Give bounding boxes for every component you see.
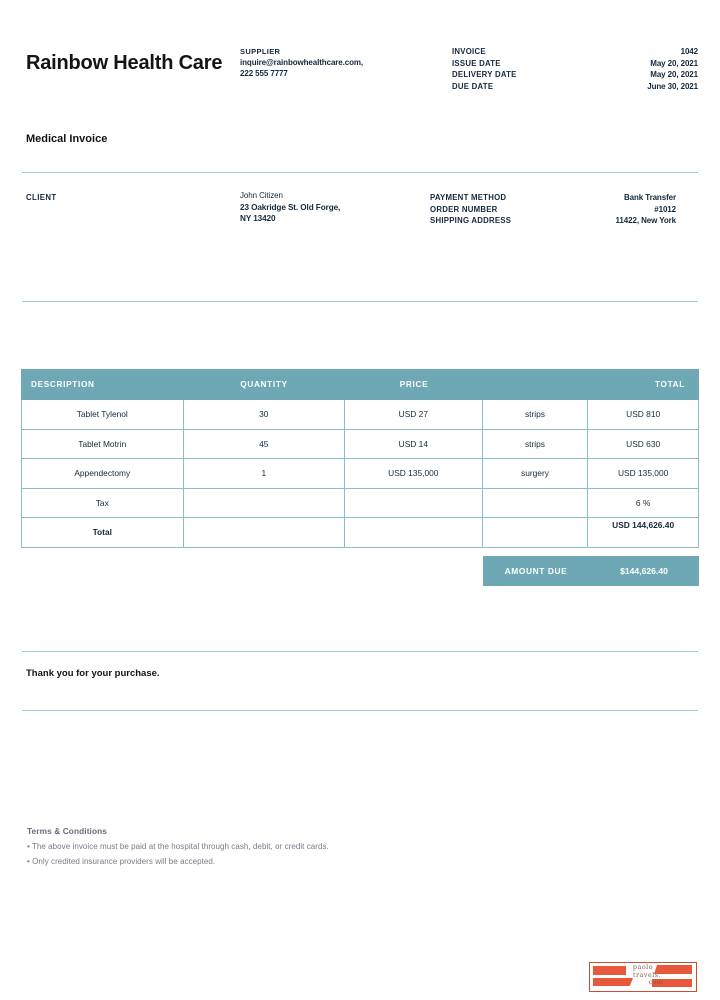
cell-description: Appendectomy xyxy=(22,459,184,488)
invoice-header xyxy=(22,44,698,114)
cell-price xyxy=(345,518,483,547)
watermark-text xyxy=(590,964,696,987)
divider-top xyxy=(22,172,698,173)
watermark-line-1: paolo xyxy=(632,963,654,971)
payment-meta-row xyxy=(430,192,676,204)
cell-price: USD 27 xyxy=(345,400,483,429)
shipping-address-value: 11422, New York xyxy=(615,216,676,225)
cell-unit: surgery xyxy=(483,459,589,488)
shipping-address-label: SHIPPING ADDRESS xyxy=(430,216,512,225)
due-date-value: June 30, 2021 xyxy=(647,81,698,91)
company-name: Rainbow Health Care xyxy=(26,52,223,74)
column-header-quantity: QUANTITY xyxy=(240,380,288,389)
terms-and-conditions xyxy=(27,824,547,869)
line-items-table xyxy=(21,369,699,548)
invoice-number-label: INVOICE xyxy=(452,47,486,56)
cell-tax-rate: 6 % xyxy=(635,497,651,508)
cell-unit xyxy=(483,518,589,547)
amount-due-value: $144,626.40 xyxy=(620,566,668,576)
client-address-line1: 23 Oakridge St. Old Forge, xyxy=(240,202,341,212)
invoice-meta-block xyxy=(452,46,698,92)
table-row-total xyxy=(21,518,699,548)
supplier-block xyxy=(240,46,455,79)
client-name: John Citizen xyxy=(240,191,283,200)
thank-you-message: Thank you for your purchase. xyxy=(26,668,160,679)
invoice-meta-row xyxy=(452,69,698,81)
table-row-tax xyxy=(21,489,699,519)
delivery-date-value: May 20, 2021 xyxy=(650,70,698,79)
cell-quantity xyxy=(184,489,346,518)
order-number-label: ORDER NUMBER xyxy=(430,204,498,214)
invoice-meta-row xyxy=(452,46,698,58)
issue-date-label: ISSUE DATE xyxy=(452,58,501,68)
watermark-line-3: com xyxy=(648,978,664,987)
divider-client-bottom xyxy=(22,301,698,302)
cell-quantity xyxy=(184,518,346,547)
column-header-price: PRICE xyxy=(399,380,429,389)
terms-line-1: • The above invoice must be paid at the hospital through cash, debit, or credit cards. xyxy=(27,842,329,851)
payment-block xyxy=(430,192,676,227)
table-row xyxy=(21,400,699,430)
client-block xyxy=(240,190,440,225)
terms-title: Terms & Conditions xyxy=(27,826,108,836)
payment-meta-row xyxy=(430,215,676,227)
cell-price: USD 14 xyxy=(345,430,483,459)
supplier-label: SUPPLIER xyxy=(240,47,281,56)
cell-description: Tablet Tylenol xyxy=(22,400,184,429)
payment-method-value: Bank Transfer xyxy=(623,193,676,202)
cell-unit xyxy=(483,489,589,518)
order-number-value: #1012 xyxy=(654,204,676,214)
cell-description: Tablet Motrin xyxy=(22,430,184,459)
column-header-total: TOTAL xyxy=(654,380,685,389)
supplier-email: inquire@rainbowhealthcare.com, xyxy=(240,58,364,67)
invoice-meta-row xyxy=(452,58,698,70)
cell-price: USD 135,000 xyxy=(345,459,483,488)
client-address-line2: NY 13420 xyxy=(240,214,276,223)
payment-method-label: PAYMENT METHOD xyxy=(430,193,507,202)
issue-date-value: May 20, 2021 xyxy=(650,58,698,68)
due-date-label: DUE DATE xyxy=(452,81,494,91)
cell-total: USD 810 xyxy=(626,409,661,420)
cell-total: USD 135,000 xyxy=(618,468,669,479)
column-header-description: DESCRIPTION xyxy=(31,380,95,389)
cell-price xyxy=(345,489,483,518)
cell-description: Total xyxy=(22,518,184,547)
cell-grand-total: USD 144,626.40 xyxy=(612,520,675,530)
client-label: CLIENT xyxy=(26,193,57,202)
cell-unit: strips xyxy=(483,400,589,429)
paolo-travels-watermark-logo xyxy=(589,962,697,992)
table-row xyxy=(21,459,699,489)
invoice-number-value: 1042 xyxy=(680,47,698,56)
delivery-date-label: DELIVERY DATE xyxy=(452,70,517,79)
cell-total: USD 630 xyxy=(626,438,661,449)
payment-meta-row xyxy=(430,204,676,216)
cell-unit: strips xyxy=(483,430,589,459)
supplier-phone: 222 555 7777 xyxy=(240,69,288,78)
table-row xyxy=(21,430,699,460)
document-type-title: Medical Invoice xyxy=(26,133,108,145)
table-header-row xyxy=(21,369,699,400)
divider-thanks-top xyxy=(22,651,698,652)
cell-quantity: 1 xyxy=(184,459,346,488)
invoice-meta-row xyxy=(452,81,698,93)
terms-line-2: • Only credited insurance providers will be accepted. xyxy=(27,857,216,866)
cell-description: Tax xyxy=(22,489,184,518)
cell-quantity: 30 xyxy=(184,400,346,429)
amount-due-label: AMOUNT DUE xyxy=(504,566,568,576)
divider-thanks-bottom xyxy=(22,710,698,711)
watermark-line-2: travels. xyxy=(632,970,662,979)
cell-quantity: 45 xyxy=(184,430,346,459)
amount-due-banner xyxy=(483,556,699,586)
